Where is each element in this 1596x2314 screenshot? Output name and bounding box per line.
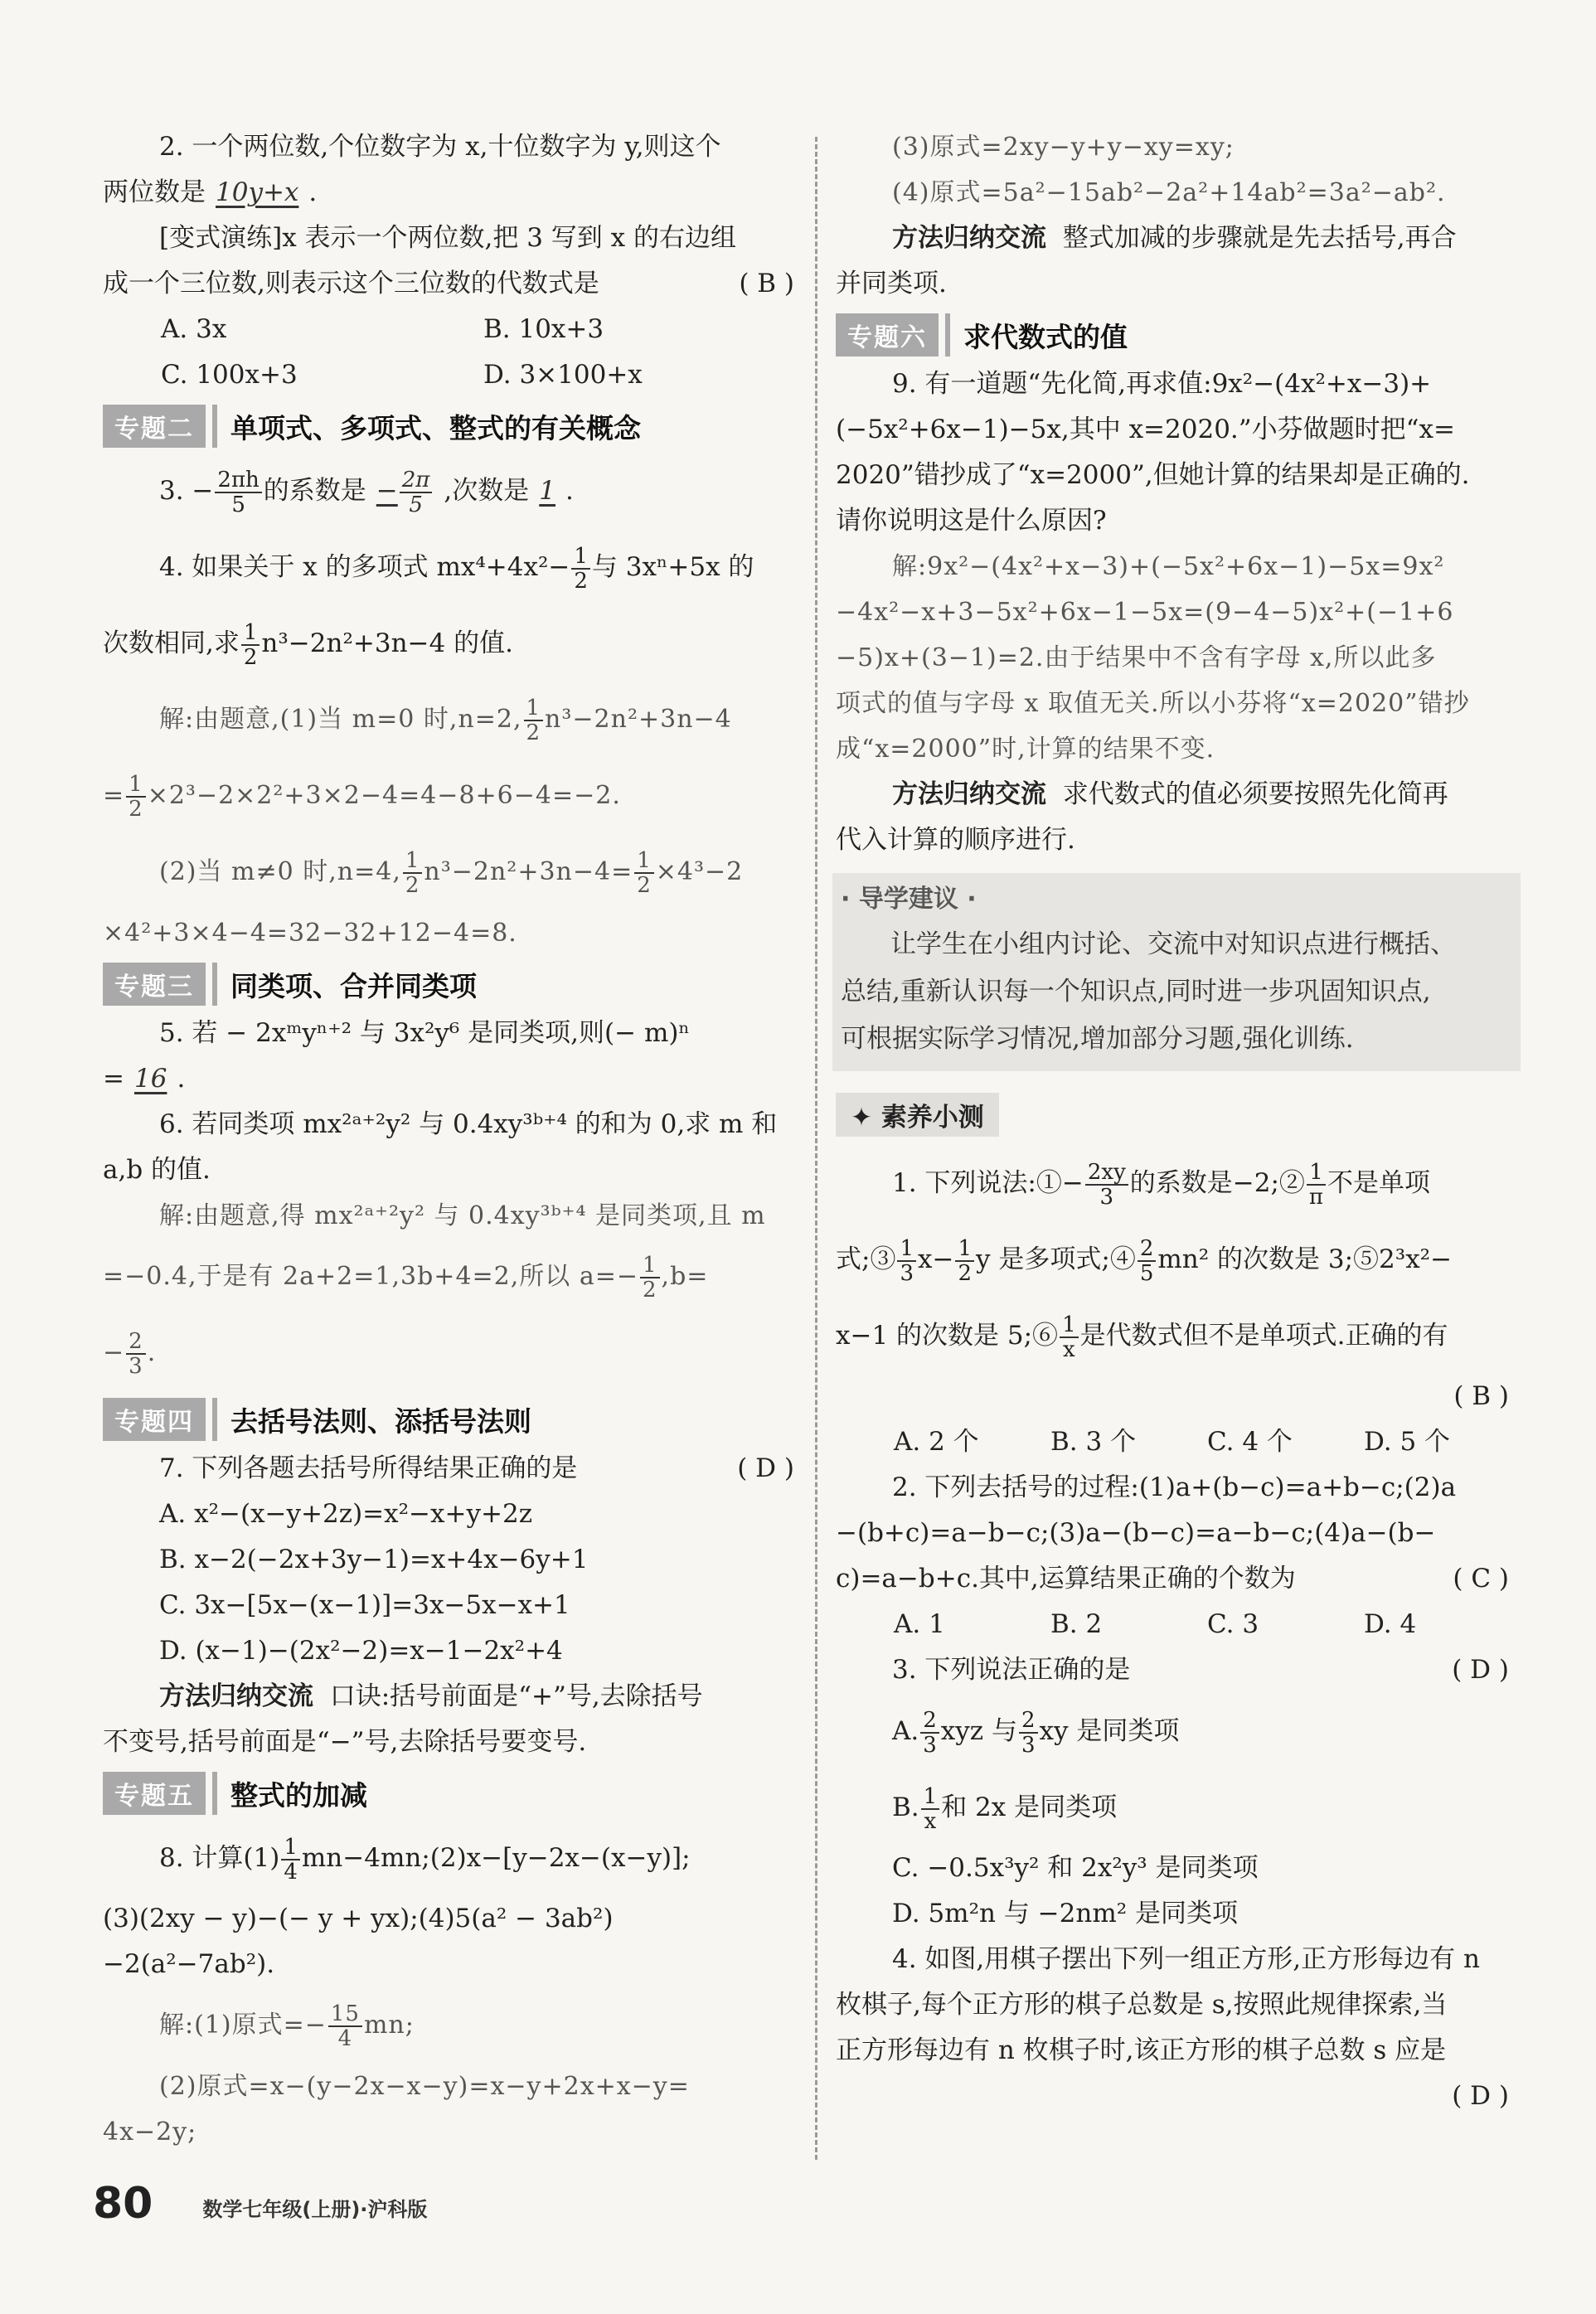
q7-option-c: C. 3x−[5x−(x−1)]=3x−5x−x+1 [159, 1590, 570, 1620]
q6-line2: a,b 的值. [103, 1155, 211, 1185]
t4-answer: ( D ) [1452, 2081, 1509, 2111]
section-tag: 专题三 [103, 963, 206, 1006]
t1-line3: x−1 的次数是 5;⑥ $\frac{1}{x}$ 是代数式但不是单项式.正确的有 [836, 1312, 1448, 1362]
section-title: 单项式、多项式、整式的有关概念 [230, 411, 641, 444]
section-title: 去括号法则、添括号法则 [230, 1404, 531, 1438]
t3-answer: ( D ) [1452, 1655, 1509, 1685]
q8-line3: −2(a²−7ab²). [103, 1949, 275, 1979]
q4-line2: 次数相同,求 $\frac{1}{2}$ n³−2n²+3n−4 的值. [103, 619, 513, 670]
q2-line1: 2. 一个两位数,个位数字为 x,十位数字为 y,则这个 [159, 132, 721, 162]
section-tag: 专题五 [103, 1772, 206, 1815]
q6-solution1: 解:由题意,得 mx²ᵃ⁺²y² 与 0.4xy³ᵇ⁺⁴ 是同类项,且 m [159, 1201, 766, 1230]
study-guide-line2: 总结,重新认识每一个知识点,同时进一步巩固知识点, [841, 977, 1431, 1007]
q8-solution1: 解:(1)原式=− $\frac{15}{4}$ mn; [159, 2001, 415, 2051]
section-tag: 专题二 [103, 405, 206, 448]
q9-line4: 请你说明这是什么原因? [836, 506, 1107, 536]
t3-option-a: A. $\frac{2}{3}$ xyz 与 $\frac{2}{3}$ xy 是同类项 [892, 1707, 1180, 1758]
variant-line2: 成一个三位数,则表示这个三位数的代数式是 ( B ) [103, 261, 806, 307]
q9-solution1: 解:9x²−(4x²+x−3)+(−5x²+6x−1)−5x=9x² [892, 552, 1445, 581]
page-footer [93, 2179, 427, 2229]
q7-option-b: B. x−2(−2x+3y−1)=x+4x−6y+1 [159, 1545, 589, 1574]
t2-line3: c)=a−b+c.其中,运算结果正确的个数为 ( C ) [836, 1556, 1521, 1602]
method-summary-1: 方法归纳交流 口诀:括号前面是“+”号,去除括号 [159, 1681, 703, 1711]
method-summary-2-cont: 并同类项. [836, 269, 947, 298]
q8-solution5: (4)原式=5a²−15ab²−2a²+14ab²=3a²−ab². [892, 178, 1446, 207]
q7-option-a: A. x²−(x−y+2z)=x²−x+y+2z [159, 1499, 533, 1529]
variant-options-row2: C. 100x+3 D. 3×100+x [161, 360, 643, 390]
q4-solution4: ×4²+3×4−4=32−32+12−4=8. [103, 919, 517, 948]
q7-stem: 7. 下列各题去括号所得结果正确的是 ( D ) [103, 1446, 806, 1492]
variant-answer: ( B ) [739, 269, 794, 298]
q2-answer: 10y+x [216, 177, 299, 207]
section-tag: 专题四 [103, 1398, 206, 1441]
q9-solution4: 项式的值与字母 x 取值无关.所以小芬将“x=2020”错抄 [836, 689, 1470, 718]
q4-line1: 4. 如果关于 x 的多项式 mx⁴+4x²− $\frac{1}{2}$ 与 3xⁿ+5x 的 [159, 543, 754, 594]
study-guide-box [832, 873, 1521, 1071]
left-column [103, 124, 806, 2155]
t2-line2: −(b+c)=a−b−c;(3)a−(b−c)=a−b−c;(4)a−(b− [836, 1518, 1436, 1548]
q7-answer: ( D ) [737, 1453, 794, 1483]
q3: 3. − $\frac{2\pi h}{5}$ 的系数是 − $\frac{2\pi}{5}$ ,次数是 1 . [103, 453, 806, 529]
section-title: 求代数式的值 [963, 320, 1128, 353]
method-summary-3: 方法归纳交流 求代数式的值必须要按照先化简再 [892, 779, 1448, 809]
q9-solution5: 成“x=2000”时,计算的结果不变. [836, 735, 1215, 764]
t1-line1: 1. 下列说法:①− $\frac{2xy}{3}$ 的系数是−2;② $\frac{1}{\pi}$ 不是单项 [892, 1159, 1431, 1210]
t2-answer: ( C ) [1453, 1564, 1509, 1594]
column-divider [815, 137, 817, 2160]
section-title: 整式的加减 [230, 1778, 367, 1812]
q3-answer2: 1 [539, 476, 555, 506]
t4-answer-line [836, 2074, 1521, 2119]
q8-line1: 8. 计算(1) $\frac{1}{4}$ mn−4mn;(2)x−[y−2x−(x−y)]; [159, 1834, 691, 1885]
q5-answer: 16 [133, 1064, 167, 1094]
q9-line1: 9. 有一道题“先化简,再求值:9x²−(4x²+x−3)+ [892, 369, 1432, 399]
t4-line1: 4. 如图,用棋子摆出下列一组正方形,正方形每边有 n [892, 1944, 1480, 1974]
q9-line3: 2020”错抄成了“x=2000”,但她计算的结果却是正确的. [836, 460, 1470, 490]
section-header-6 [836, 313, 1521, 357]
q8-line2: (3)(2xy − y)−(− y + yx);(4)5(a² − 3ab²) [103, 1904, 614, 1933]
q5-line1: 5. 若 − 2xᵐyⁿ⁺² 与 3x²y⁶ 是同类项,则(− m)ⁿ [159, 1018, 690, 1048]
t1-options: A. 2 个 B. 3 个 C. 4 个 D. 5 个 [894, 1427, 1451, 1457]
t2-options: A. 1 B. 2 C. 3 D. 4 [894, 1609, 1417, 1639]
q5-line2: = 16 . [103, 1056, 806, 1102]
q4-solution1: 解:由题意,(1)当 m=0 时,n=2, $\frac{1}{2}$ n³−2n²+3n−4 [159, 696, 732, 745]
method-summary-3-cont: 代入计算的顺序进行. [836, 825, 1075, 855]
t4-line2: 枚棋子,每个正方形的棋子总数是 s,按照此规律探索,当 [836, 1990, 1448, 2020]
t1-answer: ( B ) [1453, 1381, 1509, 1411]
method-summary-2: 方法归纳交流 整式加减的步骤就是先去括号,再合 [892, 223, 1457, 253]
study-guide-line3: 可根据实际学习情况,增加部分习题,强化训练. [841, 1024, 1354, 1054]
right-column [836, 124, 1521, 2119]
q9-solution2: −4x²−x+3−5x²+6x−1−5x=(9−4−5)x²+(−1+6 [836, 598, 1454, 627]
q8-solution4: (3)原式=2xy−y+y−xy=xy; [892, 133, 1235, 162]
t2-line1: 2. 下列去括号的过程:(1)a+(b−c)=a+b−c;(2)a [892, 1472, 1457, 1502]
q4-solution3: (2)当 m≠0 时,n=4, $\frac{1}{2}$ n³−2n²+3n−4= $\frac{1}{2}$ ×4³−2 [159, 848, 744, 898]
section-header-4 [103, 1398, 806, 1441]
page-number: 80 [93, 2179, 153, 2229]
method-summary-1-cont: 不变号,括号前面是“−”号,去除括号要变号. [103, 1727, 587, 1757]
study-guide-line1: 让学生在小组内讨论、交流中对知识点进行概括、 [890, 929, 1456, 959]
q8-solution2: (2)原式=x−(y−2x−x−y)=x−y+2x+x−y= [159, 2072, 690, 2101]
t4-line3: 正方形每边有 n 枚棋子时,该正方形的棋子总数 s 应是 [836, 2035, 1447, 2065]
section-title: 同类项、合并同类项 [230, 969, 477, 1002]
section-header-3 [103, 963, 806, 1006]
q7-option-d: D. (x−1)−(2x²−2)=x−1−2x²+4 [159, 1636, 563, 1666]
q4-solution2: = $\frac{1}{2}$ ×2³−2×2²+3×2−4=4−8+6−4=−2. [103, 772, 621, 822]
q2-line2: 两位数是 10y+x . [103, 170, 806, 216]
t3-stem: 3. 下列说法正确的是 ( D ) [836, 1647, 1521, 1693]
q3-answer1: − $\frac{2\pi}{5}$ [366, 453, 444, 529]
q6-solution3: − $\frac{2}{3}$ . [103, 1329, 157, 1379]
variant-line1: [变式演练]x 表示一个两位数,把 3 写到 x 的右边组 [159, 223, 736, 253]
variant-options-row1: A. 3x B. 10x+3 [161, 314, 604, 344]
section-header-2 [103, 405, 806, 448]
q9-line2: (−5x²+6x−1)−5x,其中 x=2020.”小芬做题时把“x= [836, 415, 1455, 444]
q9-solution3: −5)x+(3−1)=2.由于结果中不含有字母 x,所以此多 [836, 643, 1437, 672]
section-header-5 [103, 1772, 806, 1815]
t3-option-b: B. $\frac{1}{x}$ 和 2x 是同类项 [892, 1783, 1118, 1834]
q8-solution3: 4x−2y; [103, 2118, 197, 2147]
t1-line2: 式;③ $\frac{1}{3}$ x− $\frac{1}{2}$ y 是多项式;④ $\frac{2}{5}$ mn² 的次数是 3;⑤2³x²− [836, 1235, 1453, 1286]
quiz-title: ✦ 素养小测 [836, 1093, 999, 1137]
q6-line1: 6. 若同类项 mx²ᵃ⁺²y² 与 0.4xy³ᵇ⁺⁴ 的和为 0,求 m 和 [159, 1109, 778, 1139]
q6-solution2: =−0.4,于是有 2a+2=1,3b+4=2,所以 a=− $\frac{1}{2}$ ,b= [103, 1253, 709, 1303]
section-tag: 专题六 [836, 313, 939, 357]
book-title: 数学七年级(上册)·沪科版 [202, 2198, 428, 2221]
t3-option-d: D. 5m²n 与 −2nm² 是同类项 [892, 1899, 1239, 1928]
t3-option-c: C. −0.5x³y² 和 2x²y³ 是同类项 [892, 1853, 1259, 1883]
t1-answer-line [836, 1374, 1521, 1419]
study-guide-title: · 导学建议 · [841, 885, 977, 914]
